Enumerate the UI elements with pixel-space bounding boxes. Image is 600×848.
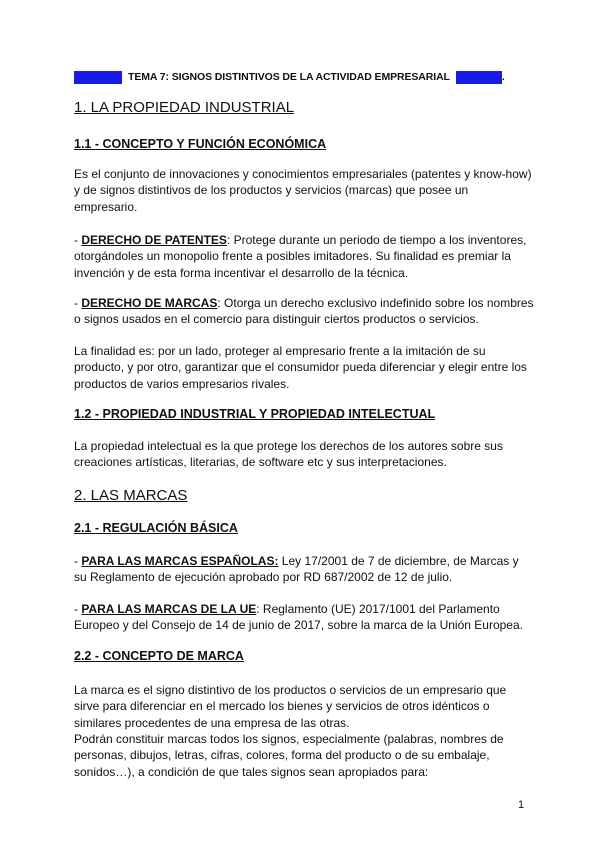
marcas-espanolas-term: PARA LAS MARCAS ESPAÑOLAS:	[81, 554, 279, 568]
signos-paragraph: Podrán constituir marcas todos los signos, especialmente (palabras, nombres de personas, dibujos, letras, cifras, colores, forma del producto o de su embalaje, sonidos…), a condición de que tales signos sean apropiados para:	[74, 732, 504, 779]
section-2-1-title: 2.1 - REGULACIÓN BÁSICA	[74, 521, 238, 535]
finalidad-paragraph: La finalidad es: por un lado, proteger al empresario frente a la imitación de su producto, y por otro, garantizar que el consumidor pueda diferenciar y elegir entre los productos de varios empresarios rivales.	[74, 344, 527, 391]
bullet-dash: -	[74, 233, 82, 247]
section-1-1-title: 1.1 - CONCEPTO Y FUNCIÓN ECONÓMICA	[74, 137, 327, 151]
derecho-patentes-term: DERECHO DE PATENTES	[81, 233, 227, 247]
bullet-dash: -	[74, 602, 82, 616]
marcas-ue-text: : Reglamento (UE) 2017/1001 del Parlamento Europeo y del Consejo de 14 de junio de 2017, sobre la marca de la Unión Europea.	[74, 602, 523, 633]
derecho-marcas-term: DERECHO DE MARCAS	[81, 296, 218, 310]
document-header	[74, 70, 528, 84]
derecho-marcas-text: : Otorga un derecho exclusivo indefinido sobre los nombres o signos usados en el comercio para distinguir ciertos productos o servicios.	[74, 296, 534, 327]
section-2-2-title: 2.2 - CONCEPTO DE MARCA	[74, 649, 244, 663]
bullet-dash: -	[74, 554, 82, 568]
section-2-title: 2. LAS MARCAS	[74, 487, 188, 504]
derecho-patentes-text: : Protege durante un periodo de tiempo a los inventores, otorgándoles un monopolio frente a posibles imitadores. Su finalidad es premiar la invención y de esta forma incentivar el desarrollo de la técnica.	[74, 233, 527, 280]
marcas-espanolas-text: Ley 17/2001 de 7 de diciembre, de Marcas y su Reglamento de ejecución aprobado por RD 687/2002 de 12 de julio.	[74, 554, 519, 585]
header-trailing-dot: .	[501, 71, 505, 83]
bullet-dash: -	[74, 296, 82, 310]
page-number: 1	[518, 799, 525, 811]
marcas-espanolas-paragraph	[74, 553, 534, 586]
marcas-ue-term: PARA LAS MARCAS DE LA UE	[81, 602, 257, 616]
section-1-title: 1. LA PROPIEDAD INDUSTRIAL	[74, 99, 295, 116]
marcas-ue-paragraph	[74, 601, 534, 634]
header-accent-bar-left	[74, 71, 122, 84]
concepto-marca-paragraph: La marca es el signo distintivo de los productos o servicios de un empresario que sirve para diferenciar en el mercado los bienes y servicios de otros idénticos o similares procedentes de una empresa de las otras.	[74, 683, 507, 730]
document-title: TEMA 7: SIGNOS DISTINTIVOS DE LA ACTIVIDAD EMPRESARIAL	[128, 71, 450, 83]
derecho-patentes-paragraph	[74, 232, 534, 281]
derecho-marcas-paragraph	[74, 295, 534, 328]
header-accent-bar-right	[456, 71, 502, 84]
section-1-1-intro: Es el conjunto de innovaciones y conocimientos empresariales (patentes y know-how) y de signos distintivos de los productos y servicios (marcas) que posee un empresario.	[74, 167, 532, 214]
section-1-2-title: 1.2 - PROPIEDAD INDUSTRIAL Y PROPIEDAD INTELECTUAL	[74, 407, 436, 421]
section-1-2-text: La propiedad intelectual es la que protege los derechos de los autores sobre sus creaciones artísticas, literarias, de software etc y sus interpretaciones.	[74, 439, 503, 470]
